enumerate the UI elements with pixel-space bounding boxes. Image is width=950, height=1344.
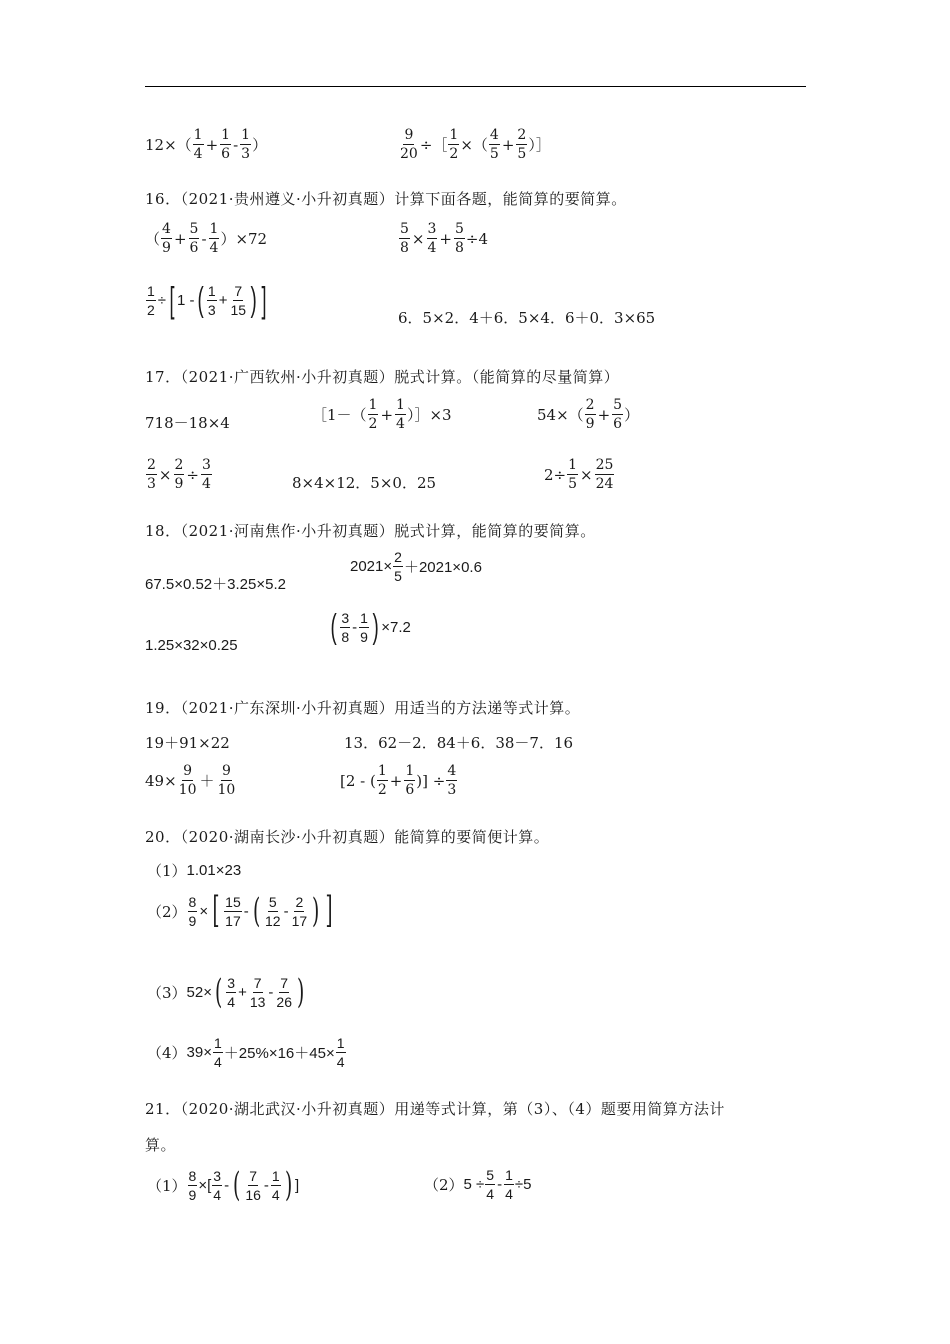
paren-open: ( bbox=[252, 891, 261, 931]
paren-close: ) bbox=[296, 972, 305, 1012]
q17-expr-c bbox=[537, 398, 639, 431]
operator: - bbox=[263, 1176, 269, 1194]
fraction: $\frac{9}{20}$ bbox=[400, 127, 418, 162]
fraction: $\frac{5}{6}$ bbox=[613, 397, 623, 432]
fraction: $\frac{2}{17}$ bbox=[291, 893, 308, 929]
question-16-heading: 16．（2021·贵州遵义·小升初真题）计算下面各题，能简算的要简算。 bbox=[145, 190, 627, 208]
paren-open: ( bbox=[214, 972, 223, 1012]
fraction: $\frac{3}{4}$ bbox=[202, 457, 211, 492]
question-19-heading: 19．（2021·广东深圳·小升初真题）用适当的方法递等式计算。 bbox=[145, 699, 581, 717]
q18-expr-b bbox=[350, 550, 482, 583]
text: 1 - bbox=[177, 291, 195, 309]
fraction: $\frac{1}{4}$ bbox=[505, 1167, 513, 1202]
q17-expr-d bbox=[145, 458, 213, 491]
fraction: $\frac{1}{4}$ bbox=[396, 397, 405, 432]
operator: + bbox=[501, 135, 515, 154]
bracket-open: [ bbox=[212, 890, 220, 931]
text: 39× bbox=[186, 1044, 212, 1061]
fraction: $\frac{3}{4}$ bbox=[213, 1167, 222, 1203]
operator: - bbox=[243, 902, 249, 920]
fraction: $\frac{1}{2}$ bbox=[368, 397, 378, 432]
bracket-close: ] bbox=[325, 890, 333, 931]
question-18-heading: 18．（2021·河南焦作·小升初真题）脱式计算，能简算的要简算。 bbox=[145, 522, 596, 540]
q20-part-2 bbox=[147, 890, 336, 931]
q16-expr-a bbox=[145, 222, 267, 255]
q18-expr-c: 1.25×32×0.25 bbox=[145, 637, 238, 654]
text: 12×（ bbox=[145, 136, 192, 154]
fraction: $\frac{25}{24}$ bbox=[595, 457, 614, 492]
text: （ bbox=[145, 230, 161, 248]
q20-part-1 bbox=[147, 860, 241, 881]
fraction: $\frac{4}{5}$ bbox=[489, 127, 499, 162]
fraction: $\frac{8}{9}$ bbox=[188, 893, 197, 929]
text: 54×（ bbox=[537, 406, 584, 424]
fraction: $\frac{1}{4}$ bbox=[214, 1035, 222, 1070]
operator: + bbox=[380, 405, 394, 424]
paren-close: ) bbox=[250, 281, 257, 319]
operator: + bbox=[173, 229, 187, 248]
text: ）］×3 bbox=[406, 406, 452, 424]
question-21-heading-cont: 算。 bbox=[145, 1136, 177, 1154]
text: ）］ bbox=[528, 136, 551, 154]
q17-expr-a: 718－18×4 bbox=[145, 414, 230, 432]
text: 1.01×23 bbox=[186, 862, 242, 879]
q19-expr-a: 19＋91×22 bbox=[145, 734, 230, 752]
q20-part-4 bbox=[147, 1036, 347, 1069]
fraction: $\frac{2}{9}$ bbox=[585, 397, 595, 432]
paren-open: ( bbox=[330, 608, 337, 646]
operator: - bbox=[224, 1176, 230, 1194]
operator: - bbox=[497, 1176, 503, 1193]
text: ［1－（ bbox=[312, 406, 367, 424]
question-21-heading: 21．（2020·湖北武汉·小升初真题）用递等式计算，第（3）、（4）题要用简算方法计 bbox=[145, 1100, 725, 1118]
part-label: （1） bbox=[147, 1176, 187, 1195]
fraction: $\frac{1}{4}$ bbox=[193, 127, 203, 162]
fraction: $\frac{1}{5}$ bbox=[568, 457, 578, 492]
paren-close: ) bbox=[312, 891, 320, 931]
q17-expr-f bbox=[544, 458, 615, 491]
fraction: $\frac{8}{9}$ bbox=[188, 1167, 197, 1203]
fraction: $\frac{2}{5}$ bbox=[394, 549, 402, 584]
fraction: $\frac{5}{8}$ bbox=[455, 221, 464, 256]
paren-open: ( bbox=[197, 281, 204, 319]
operator: ÷ bbox=[186, 465, 199, 484]
text: 49× bbox=[145, 771, 177, 790]
fraction: $\frac{15}{17}$ bbox=[225, 893, 241, 929]
part-label: （2） bbox=[147, 902, 187, 921]
q18-expr-a: 67.5×0.52＋3.25×5.2 bbox=[145, 576, 286, 593]
text: 2021× bbox=[350, 558, 393, 575]
fraction: $\frac{1}{3}$ bbox=[241, 127, 251, 162]
text: ）×72 bbox=[220, 230, 268, 248]
fraction: $\frac{1}{4}$ bbox=[336, 1035, 345, 1070]
q20-part-3 bbox=[147, 972, 307, 1012]
expr-top-2 bbox=[398, 128, 551, 161]
bracket-open: [ bbox=[169, 279, 175, 320]
bracket-close: ] bbox=[261, 279, 267, 320]
q19-expr-c bbox=[145, 764, 237, 797]
text: ÷［ bbox=[419, 136, 448, 154]
part-label: （1） bbox=[147, 862, 187, 880]
text: 5 ÷ bbox=[463, 1176, 485, 1193]
text: [2 - ( bbox=[340, 771, 376, 790]
fraction: $\frac{9}{10}$ bbox=[217, 763, 236, 798]
q21-part-1 bbox=[147, 1165, 300, 1205]
fraction: $\frac{1}{3}$ bbox=[207, 282, 216, 318]
text: ÷4 bbox=[465, 229, 489, 248]
fraction: $\frac{7}{13}$ bbox=[249, 974, 266, 1010]
fraction: $\frac{2}{5}$ bbox=[517, 127, 527, 162]
q18-expr-d bbox=[328, 610, 411, 644]
part-label: （2） bbox=[424, 1176, 464, 1194]
fraction: $\frac{7}{26}$ bbox=[276, 974, 292, 1010]
operator: × bbox=[411, 229, 425, 248]
q17-expr-b bbox=[312, 398, 452, 431]
fraction: $\frac{1}{6}$ bbox=[221, 127, 231, 162]
paren-close: ) bbox=[372, 608, 379, 646]
text: ] bbox=[294, 1176, 300, 1194]
fraction: $\frac{3}{4}$ bbox=[427, 221, 437, 256]
fraction: $\frac{5}{12}$ bbox=[265, 893, 281, 929]
question-20-heading: 20．（2020·湖南长沙·小升初真题）能简算的要简便计算。 bbox=[145, 828, 550, 846]
fraction: $\frac{4}{3}$ bbox=[447, 763, 457, 798]
q21-part-2 bbox=[424, 1168, 531, 1201]
paren-close: ) bbox=[284, 1165, 292, 1205]
part-label: （3） bbox=[147, 983, 187, 1002]
operator: + bbox=[597, 405, 611, 424]
text: ×[ bbox=[198, 1176, 212, 1194]
fraction: $\frac{1}{4}$ bbox=[271, 1167, 280, 1203]
q19-expr-d bbox=[340, 764, 458, 797]
operator: + bbox=[439, 229, 452, 248]
fraction: $\frac{5}{8}$ bbox=[400, 221, 409, 256]
operator: - bbox=[233, 135, 239, 154]
operator: + bbox=[238, 983, 247, 1001]
fraction: $\frac{1}{2}$ bbox=[147, 282, 155, 318]
fraction: $\frac{9}{10}$ bbox=[178, 763, 197, 798]
operator: ÷ bbox=[157, 291, 167, 309]
operator: - bbox=[283, 902, 289, 920]
q16-expr-b bbox=[398, 222, 488, 255]
operator: × bbox=[158, 465, 172, 484]
header-rule bbox=[145, 86, 806, 87]
operator: × bbox=[580, 465, 593, 484]
paren-open: ( bbox=[233, 1165, 241, 1205]
fraction: $\frac{1}{6}$ bbox=[405, 763, 415, 798]
operator: - bbox=[352, 618, 358, 636]
fraction: $\frac{4}{9}$ bbox=[162, 221, 171, 256]
fraction: $\frac{1}{9}$ bbox=[360, 609, 368, 645]
q17-expr-e: 8×4×12．5×0．25 bbox=[292, 474, 437, 492]
operator: × bbox=[199, 902, 209, 920]
expr-top-1 bbox=[145, 128, 267, 161]
fraction: $\frac{3}{8}$ bbox=[341, 609, 350, 645]
fraction: $\frac{1}{2}$ bbox=[377, 763, 387, 798]
q19-expr-b: 13．62－2．84＋6．38－7．16 bbox=[344, 734, 574, 752]
q16-expr-d: 6．5×2．4＋6．5×4．6＋0．3×65 bbox=[398, 309, 656, 327]
fraction: $\frac{5}{4}$ bbox=[486, 1167, 495, 1202]
fraction: $\frac{1}{4}$ bbox=[209, 221, 219, 256]
operator: - bbox=[201, 229, 207, 248]
text: 2÷ bbox=[544, 465, 567, 484]
fraction: $\frac{1}{2}$ bbox=[449, 127, 459, 162]
fraction: $\frac{7}{16}$ bbox=[245, 1167, 261, 1203]
text: )] ÷ bbox=[416, 771, 446, 790]
text: 52× bbox=[186, 983, 212, 1001]
fraction: $\frac{2}{9}$ bbox=[174, 457, 184, 492]
part-label: （4） bbox=[147, 1044, 187, 1062]
operator: + bbox=[218, 291, 228, 309]
fraction: $\frac{2}{3}$ bbox=[147, 457, 156, 492]
text: ） bbox=[624, 406, 640, 424]
text: ＋25%×16＋45× bbox=[223, 1045, 335, 1062]
question-17-heading: 17．（2021·广西钦州·小升初真题）脱式计算。（能简算的尽量简算） bbox=[145, 368, 620, 386]
text: ） bbox=[252, 136, 268, 154]
text: ×（ bbox=[460, 136, 488, 154]
fraction: $\frac{7}{15}$ bbox=[230, 282, 247, 318]
operator: - bbox=[268, 983, 274, 1001]
fraction: $\frac{3}{4}$ bbox=[227, 974, 236, 1010]
text: ÷5 bbox=[514, 1176, 532, 1193]
operator: + bbox=[389, 771, 403, 790]
text: ×7.2 bbox=[381, 618, 411, 636]
operator: + bbox=[205, 135, 219, 154]
text: ＋2021×0.6 bbox=[403, 559, 482, 576]
q16-expr-c bbox=[145, 279, 269, 320]
operator: ＋ bbox=[199, 772, 215, 790]
fraction: $\frac{5}{6}$ bbox=[189, 221, 199, 256]
